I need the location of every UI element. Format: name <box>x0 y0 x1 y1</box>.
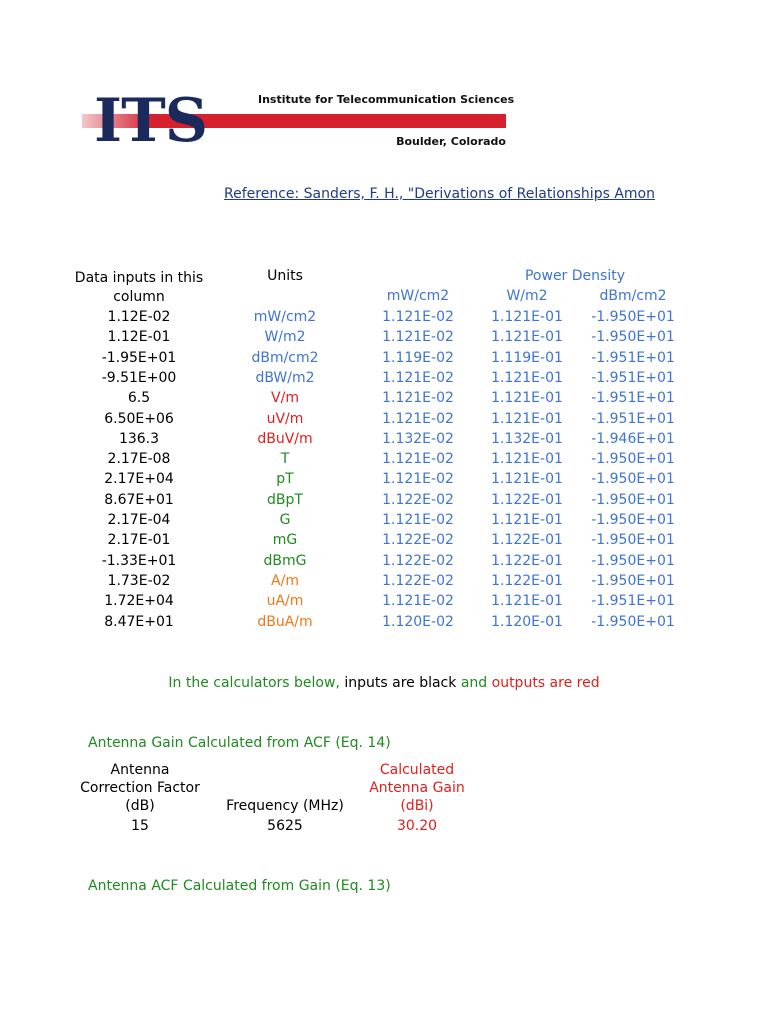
power-density-dbm-cm2: -1.950E+01 <box>591 553 675 569</box>
data-input-cell[interactable]: 2.17E-08 <box>107 451 171 467</box>
unit-label: V/m <box>271 390 299 406</box>
power-density-w-m2: 1.121E-01 <box>491 411 563 427</box>
logo-letters: ITS <box>94 86 208 156</box>
power-density-dbm-cm2: -1.951E+01 <box>591 411 675 427</box>
data-input-cell[interactable]: 6.5 <box>127 390 151 406</box>
data-input-cell[interactable]: 8.47E+01 <box>104 614 174 630</box>
power-density-mw-cm2: 1.121E-02 <box>382 329 454 345</box>
data-input-cell[interactable]: 1.12E-01 <box>107 329 171 345</box>
power-density-header: Power Density <box>524 268 625 284</box>
power-density-mw-cm2: 1.121E-02 <box>382 390 454 406</box>
unit-label: pT <box>276 471 294 487</box>
power-density-dbm-cm2: -1.946E+01 <box>591 431 675 447</box>
calc1-gain-header: Calculated Antenna Gain (dBi) <box>369 762 465 814</box>
power-density-dbm-cm2: -1.951E+01 <box>591 390 675 406</box>
calc1-acf-input[interactable]: 15 <box>131 818 149 834</box>
note-part-4: outputs are red <box>491 675 600 691</box>
data-input-cell[interactable]: 2.17E+04 <box>104 471 174 487</box>
unit-label: mW/cm2 <box>253 309 317 325</box>
power-density-w-m2: 1.119E-01 <box>491 350 563 366</box>
power-density-w-m2: 1.122E-01 <box>491 553 563 569</box>
power-density-w-m2: 1.132E-01 <box>491 431 563 447</box>
calc1-title: Antenna Gain Calculated from ACF (Eq. 14) <box>88 735 391 751</box>
unit-label: A/m <box>271 573 299 589</box>
power-density-dbm-cm2: -1.950E+01 <box>591 471 675 487</box>
input-column-header: Data inputs in this column <box>74 270 204 305</box>
power-density-mw-cm2: 1.122E-02 <box>382 553 454 569</box>
power-density-mw-cm2: 1.120E-02 <box>382 614 454 630</box>
note-part-3: and <box>460 675 488 691</box>
power-density-mw-cm2: 1.132E-02 <box>382 431 454 447</box>
power-density-dbm-cm2: -1.950E+01 <box>591 532 675 548</box>
power-density-mw-cm2: 1.122E-02 <box>382 532 454 548</box>
data-input-cell[interactable]: 6.50E+06 <box>104 411 174 427</box>
power-density-w-m2: 1.122E-01 <box>491 492 563 508</box>
reference-link[interactable]: Reference: Sanders, F. H., "Derivations of Relationships Amon <box>224 186 655 202</box>
unit-label: G <box>279 512 291 528</box>
calc2-title: Antenna ACF Calculated from Gain (Eq. 13) <box>88 878 391 894</box>
unit-label: W/m2 <box>264 329 306 345</box>
power-density-w-m2: 1.122E-01 <box>491 573 563 589</box>
unit-label: dBuA/m <box>257 614 313 630</box>
data-input-cell[interactable]: 1.12E-02 <box>107 309 171 325</box>
subheader-mw-cm2: mW/cm2 <box>386 288 450 304</box>
power-density-w-m2: 1.121E-01 <box>491 329 563 345</box>
data-input-cell[interactable]: 1.72E+04 <box>104 593 174 609</box>
power-density-dbm-cm2: -1.950E+01 <box>591 573 675 589</box>
note-part-1: In the calculators below, <box>168 675 340 691</box>
power-density-w-m2: 1.120E-01 <box>491 614 563 630</box>
data-input-cell[interactable]: -1.33E+01 <box>101 553 177 569</box>
power-density-dbm-cm2: -1.950E+01 <box>591 309 675 325</box>
power-density-dbm-cm2: -1.951E+01 <box>591 350 675 366</box>
power-density-dbm-cm2: -1.951E+01 <box>591 593 675 609</box>
power-density-w-m2: 1.121E-01 <box>491 512 563 528</box>
power-density-mw-cm2: 1.121E-02 <box>382 411 454 427</box>
unit-label: uA/m <box>266 593 304 609</box>
unit-label: dBW/m2 <box>255 370 315 386</box>
power-density-mw-cm2: 1.121E-02 <box>382 370 454 386</box>
unit-label: dBuV/m <box>257 431 313 447</box>
unit-label: dBmG <box>263 553 307 569</box>
power-density-mw-cm2: 1.122E-02 <box>382 492 454 508</box>
unit-label: dBm/cm2 <box>251 350 319 366</box>
power-density-dbm-cm2: -1.950E+01 <box>591 451 675 467</box>
power-density-dbm-cm2: -1.950E+01 <box>591 614 675 630</box>
data-input-cell[interactable]: 8.67E+01 <box>104 492 174 508</box>
power-density-dbm-cm2: -1.950E+01 <box>591 492 675 508</box>
data-input-cell[interactable]: 2.17E-04 <box>107 512 171 528</box>
logo-institute-name: Institute for Telecommunication Sciences <box>258 93 515 106</box>
color-legend-note <box>0 675 768 691</box>
calc1-frequency-input[interactable]: 5625 <box>267 818 303 834</box>
unit-label: dBpT <box>267 492 303 508</box>
power-density-w-m2: 1.121E-01 <box>491 370 563 386</box>
power-density-w-m2: 1.121E-01 <box>491 451 563 467</box>
power-density-mw-cm2: 1.119E-02 <box>382 350 454 366</box>
data-input-cell[interactable]: -9.51E+00 <box>101 370 177 386</box>
unit-label: mG <box>272 532 298 548</box>
data-input-cell[interactable]: -1.95E+01 <box>101 350 177 366</box>
power-density-w-m2: 1.121E-01 <box>491 593 563 609</box>
units-column-header: Units <box>267 268 303 284</box>
its-logo <box>82 86 515 156</box>
power-density-dbm-cm2: -1.950E+01 <box>591 512 675 528</box>
power-density-w-m2: 1.122E-01 <box>491 532 563 548</box>
power-density-mw-cm2: 1.121E-02 <box>382 593 454 609</box>
data-input-cell[interactable]: 1.73E-02 <box>107 573 171 589</box>
power-density-w-m2: 1.121E-01 <box>491 471 563 487</box>
power-density-dbm-cm2: -1.951E+01 <box>591 370 675 386</box>
power-density-w-m2: 1.121E-01 <box>491 309 563 325</box>
calc1-acf-header: Antenna Correction Factor (dB) <box>80 762 200 814</box>
power-density-mw-cm2: 1.121E-02 <box>382 471 454 487</box>
unit-label: T <box>280 451 290 467</box>
power-density-mw-cm2: 1.121E-02 <box>382 451 454 467</box>
data-input-cell[interactable]: 2.17E-01 <box>107 532 171 548</box>
power-density-mw-cm2: 1.121E-02 <box>382 309 454 325</box>
calc1-frequency-header: Frequency (MHz) <box>226 798 344 814</box>
subheader-dbm-cm2: dBm/cm2 <box>599 288 667 304</box>
unit-label: uV/m <box>266 411 304 427</box>
data-input-cell[interactable]: 136.3 <box>118 431 160 447</box>
power-density-dbm-cm2: -1.950E+01 <box>591 329 675 345</box>
subheader-w-m2: W/m2 <box>506 288 548 304</box>
power-density-mw-cm2: 1.122E-02 <box>382 573 454 589</box>
calc1-gain-output: 30.20 <box>396 818 438 834</box>
note-part-2: inputs are black <box>344 675 457 691</box>
logo-location: Boulder, Colorado <box>396 135 506 148</box>
power-density-mw-cm2: 1.121E-02 <box>382 512 454 528</box>
power-density-w-m2: 1.121E-01 <box>491 390 563 406</box>
